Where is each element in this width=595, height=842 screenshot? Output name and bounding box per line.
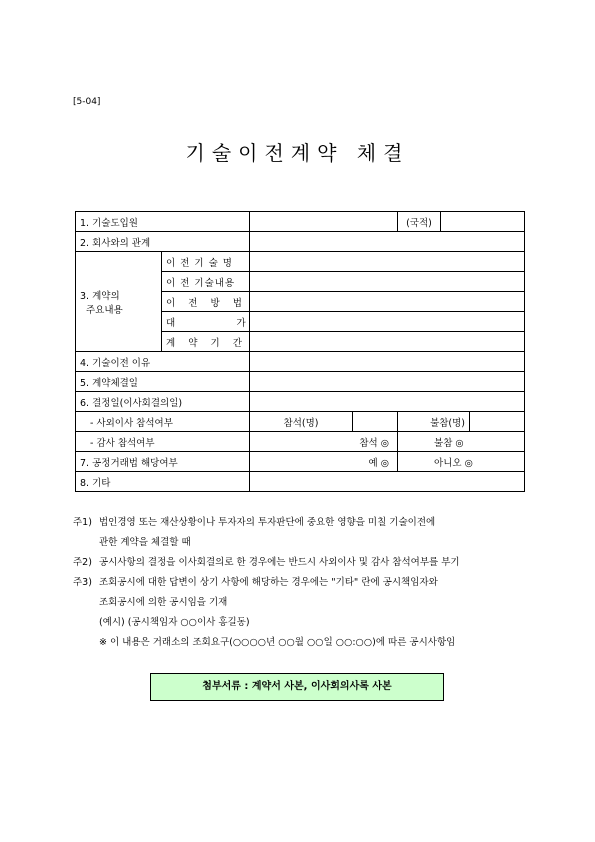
auditor-absent-option[interactable]: 불참 ◎ xyxy=(398,432,525,452)
sub-label: 대 가 xyxy=(162,312,250,332)
sub-label: 이 전 기 술 명 xyxy=(162,252,250,272)
note-text: 조회공시에 의한 공시임을 기재 xyxy=(99,597,228,608)
outside-director-attend-count[interactable] xyxy=(353,412,398,432)
table-row xyxy=(76,212,525,232)
footnotes xyxy=(73,513,533,653)
table-row xyxy=(76,452,525,472)
table-row xyxy=(76,352,525,372)
row-label: - 사외이사 참석여부 xyxy=(76,412,250,432)
sub-label: 계 약 기 간 xyxy=(162,332,250,352)
nationality-field[interactable] xyxy=(441,212,525,232)
tech-name-field[interactable] xyxy=(250,252,525,272)
table-row xyxy=(76,472,525,492)
row-label: 6. 결정일(이사회결의일) xyxy=(76,392,250,412)
contract-date-field[interactable] xyxy=(250,372,525,392)
page-title: 기술이전계약 체결 xyxy=(185,141,410,165)
note-2 xyxy=(73,553,533,573)
auditor-attend-option[interactable]: 참석 ◎ xyxy=(250,432,398,452)
technology-source-field[interactable] xyxy=(250,212,398,232)
row-label: 2. 회사와의 관계 xyxy=(76,232,250,252)
contract-label-line1: 3. 계약의 xyxy=(80,290,120,302)
outside-director-attend-label: 참석(명) xyxy=(250,412,353,432)
note-text: (예시) (공시책임자 ○○이사 홍길동) xyxy=(99,617,250,628)
row-label: 5. 계약체결일 xyxy=(76,372,250,392)
note-text: 조회공시에 대한 답변이 상기 사항에 해당하는 경우에는 "기타" 란에 공시책임자와 xyxy=(99,577,438,588)
form-code: [5-04] xyxy=(73,97,101,107)
note-text: 법인경영 또는 재산상황이나 투자자의 투자판단에 중요한 영향을 미칠 기술이전에 xyxy=(99,517,436,528)
nationality-label: (국적) xyxy=(398,212,441,232)
other-field[interactable] xyxy=(250,472,525,492)
table-row xyxy=(76,392,525,412)
table-row xyxy=(76,232,525,252)
contract-label-line2: 주요내용 xyxy=(86,304,123,316)
note-1 xyxy=(73,513,533,533)
table-row xyxy=(76,432,525,452)
outside-director-absent-count[interactable] xyxy=(470,412,525,432)
row-label: - 감사 참석여부 xyxy=(76,432,250,452)
table-row xyxy=(76,412,525,432)
decision-date-field[interactable] xyxy=(250,392,525,412)
row-label: 1. 기술도입원 xyxy=(76,212,250,232)
row-label: 7. 공정거래법 해당여부 xyxy=(76,452,250,472)
transfer-reason-field[interactable] xyxy=(250,352,525,372)
relation-field[interactable] xyxy=(250,232,525,252)
note-text: ※ 이 내용은 거래소의 조회요구(○○○○년 ○○월 ○○일 ○○:○○)에 따른 공시사항임 xyxy=(99,637,456,648)
transfer-method-field[interactable] xyxy=(250,292,525,312)
note-label: 주2) xyxy=(73,557,92,568)
row-label: 4. 기술이전 이유 xyxy=(76,352,250,372)
fair-trade-no-option[interactable]: 아니오 ◎ xyxy=(398,452,525,472)
contract-contents-label xyxy=(76,252,162,352)
note-3 xyxy=(73,573,533,593)
sub-label: 이 전 기술내용 xyxy=(162,272,250,292)
disclosure-form-table xyxy=(75,211,525,492)
row-label: 8. 기타 xyxy=(76,472,250,492)
outside-director-absent-label: 불참(명) xyxy=(398,412,470,432)
attachment-box: 첨부서류 : 계약서 사본, 이사회의사록 사본 xyxy=(150,673,444,701)
table-row xyxy=(76,252,525,272)
note-label: 주3) xyxy=(73,577,92,588)
sub-label: 이 전 방 법 xyxy=(162,292,250,312)
note-text: 공시사항의 결정을 이사회결의로 한 경우에는 반드시 사외이사 및 감사 참석여부를 부기 xyxy=(99,557,460,568)
table-row xyxy=(76,372,525,392)
tech-content-field[interactable] xyxy=(250,272,525,292)
contract-period-field[interactable] xyxy=(250,332,525,352)
note-label: 주1) xyxy=(73,517,92,528)
consideration-field[interactable] xyxy=(250,312,525,332)
fair-trade-yes-option[interactable]: 예 ◎ xyxy=(250,452,398,472)
note-text: 관한 계약을 체결할 때 xyxy=(99,537,191,548)
